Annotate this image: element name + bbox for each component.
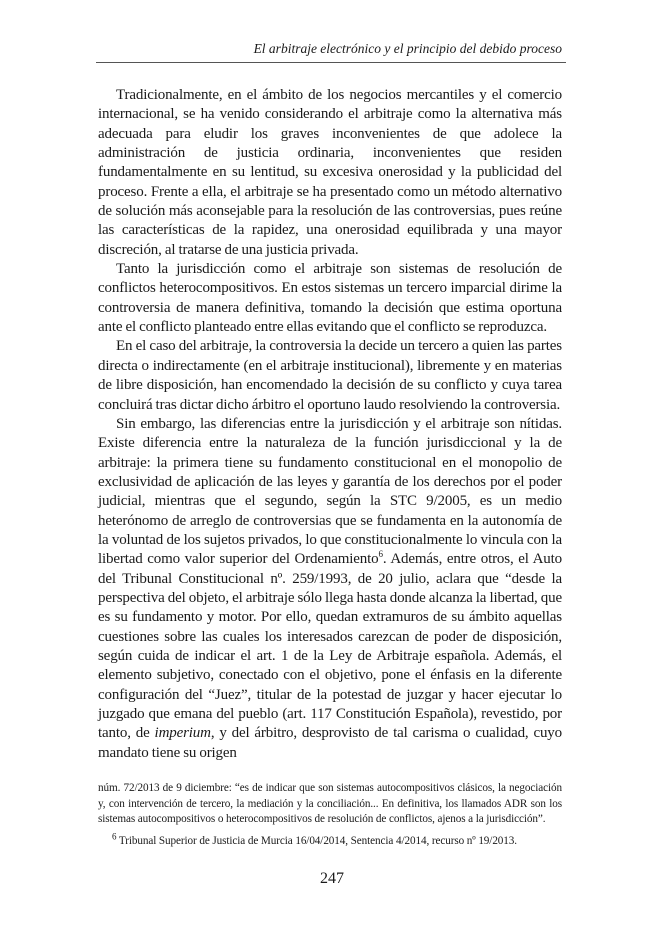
paragraph-2: Tanto la jurisdicción como el arbitraje son sistemas de resolución de conflictos heterocompositivos. En estos sistemas un tercero imparcial dirime la controversia de manera definitiva, tomando la decisión que estima oportuna ante el conflicto planteado entre ellas evitando que el conflicto se reproduzca. <box>98 261 562 336</box>
page-number: 247 <box>320 870 344 887</box>
paragraph-4-emphasis: imperium <box>154 725 211 742</box>
paragraph-1: Tradicionalmente, en el ámbito de los negocios mercantiles y el comercio internacional, se ha venido considerando el arbitraje como la alternativa más adecuada para eludir los graves inconvenientes de que adolece la administración de justicia ordinaria, inconvenientes que residen fundamentalmente en su lentitud, su excesiva onerosidad y la publicidad del proceso. Frente a ella, el arbitraje se ha presentado como un método alternativo de solución más aconsejable para la resolución de las controversias, pues reúne las características de la rapidez, una onerosidad equilibrada y una mayor discreción, al tratarse de una justicia privada. <box>98 87 562 258</box>
footnote-6-text: Tribunal Superior de Justicia de Murcia 16/04/2014, Sentencia 4/2014, recurso nº 19/2013. <box>116 834 517 847</box>
footnote-continued: núm. 72/2013 de 9 diciembre: “es de indicar que son sistemas autocompositivos clásicos, la negociación y, con intervención de tercero, la mediación y la conciliación... En definitiva, los llamados ADR son los sistemas autocompositivos o heterocompositivos de resolución de conflictos, ajenos a la jurisdicción”. <box>98 782 562 825</box>
footnotes <box>98 781 562 849</box>
header-rule <box>96 62 566 63</box>
footnote-ref-6[interactable]: 6 <box>378 549 383 560</box>
body-text <box>98 86 562 763</box>
footnote-6 <box>98 830 562 850</box>
footnote-6-number: 6 <box>112 830 117 841</box>
running-header: El arbitraje electrónico y el principio del debido proceso <box>253 41 562 56</box>
paragraph-3: En el caso del arbitraje, la controversia la decide un tercero a quien las partes directa o indirectamente (en el arbitraje institucional), libremente y en materias de libre disposición, han encomendado la decisión de su conflicto y cuya tarea concluirá tras dictar dicho árbitro el oportuno laudo resolviendo la controversia. <box>98 338 562 413</box>
paragraph-4-part-a: Sin embargo, las diferencias entre la jurisdicción y el arbitraje son nítidas. Existe diferencia entre la naturaleza de la función jurisdiccional y la de arbitraje: la primera tiene su fundamento constitucional en el monopolio de exclusividad de aplicación de las leyes y garantía de los derechos por el poder judicial, mientras que el segundo, según la STC 9/2005, es un medio heterónomo de arreglo de controversias que se fundamenta en la autonomía de la voluntad de los sujetos privados, lo que constitucionalmente lo vincula con la libertad como valor superior del Ordenamiento <box>98 415 562 568</box>
paragraph-4-part-c: , y del árbitro, desprovisto de tal carisma o cualidad, cuyo mandato tiene su origen <box>98 725 562 761</box>
paragraph-4 <box>98 415 562 763</box>
paragraph-4-part-b: . Además, entre otros, el Auto del Tribunal Constitucional nº. 259/1993, de 20 julio, aclara que “desde la perspectiva del objeto, el arbitraje sólo llega hasta donde alcanza la libertad, que es su fundamento y motor. Por ello, quedan extramuros de su ámbito aquellas cuestiones sobre las cuales los interesados carezcan de poder de disposición, según cuida de indicar el art. 1 de la Ley de Arbitraje española. Además, el elemento subjetivo, conectado con el objetivo, pone el énfasis en la diferente configuración del “Juez”, titular de la potestad de juzgar y hacer ejecutar lo juzgado que emana del pueblo (art. 117 Constitución Española), revestido, por tanto, de <box>98 551 562 742</box>
